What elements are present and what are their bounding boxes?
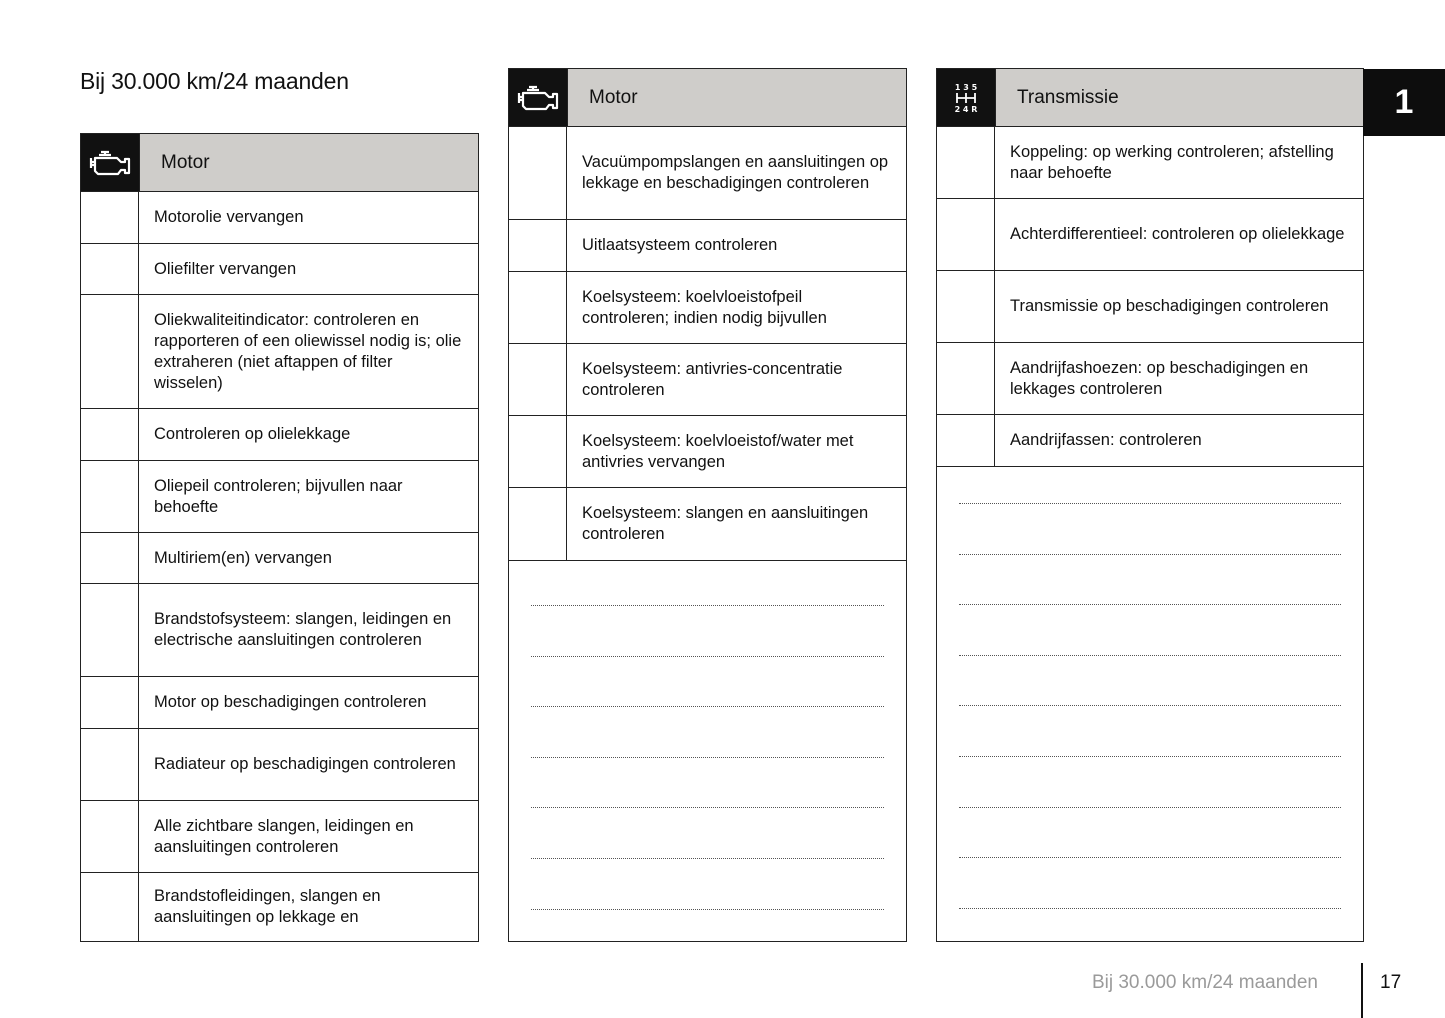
row-text: Koelsysteem: antivries-concentratie controleren <box>582 359 843 399</box>
row-text: Oliepeil controleren; bijvullen naar behoefte <box>154 476 403 516</box>
footer-divider <box>1361 963 1363 1018</box>
checkbox-cell[interactable] <box>81 533 139 583</box>
checkbox-cell[interactable] <box>509 416 567 487</box>
note-line <box>531 858 884 859</box>
table-row <box>509 220 906 272</box>
maintenance-table-motor-middle <box>508 68 907 942</box>
note-line <box>959 554 1341 555</box>
engine-icon <box>81 134 139 191</box>
table-header-title: Transmissie <box>995 69 1363 126</box>
engine-icon <box>509 69 567 126</box>
table-row <box>81 244 478 295</box>
table-row <box>937 343 1363 415</box>
maintenance-table-motor-left <box>80 133 479 942</box>
row-text: Aandrijfashoezen: op beschadigingen en lekkages controleren <box>1010 358 1309 398</box>
checkbox-cell[interactable] <box>81 244 139 294</box>
table-row <box>81 873 478 941</box>
checkbox-cell[interactable] <box>937 415 995 466</box>
table-row <box>81 801 478 873</box>
checkbox-cell[interactable] <box>509 272 567 343</box>
note-line <box>531 909 884 910</box>
gear-label-top: 1 3 5 <box>954 82 978 92</box>
row-text: Koelsysteem: slangen en aansluitingen controleren <box>582 504 869 543</box>
table-row <box>509 344 906 416</box>
gear-label-bottom: 2 4 R <box>954 104 978 114</box>
page-title: Bij 30.000 km/24 maanden <box>80 68 349 94</box>
table-row <box>937 199 1363 271</box>
note-line <box>959 705 1341 706</box>
note-line <box>531 757 884 758</box>
note-line <box>959 807 1341 808</box>
table-row <box>81 677 478 729</box>
table-header <box>81 134 478 192</box>
table-header-title: Motor <box>139 134 478 191</box>
table-row <box>937 127 1363 199</box>
row-text: Oliefilter vervangen <box>154 259 297 278</box>
row-text: Radiateur op beschadigingen controleren <box>154 755 456 773</box>
maintenance-table-transmissie <box>936 68 1364 942</box>
checkbox-cell[interactable] <box>81 584 139 676</box>
table-row <box>81 461 478 533</box>
table-row <box>81 729 478 801</box>
table-row <box>937 271 1363 343</box>
gearshift-icon <box>937 69 995 126</box>
note-line <box>531 605 884 606</box>
notes-area[interactable] <box>509 561 906 941</box>
row-text: Vacuümpompslangen en aansluitingen op lekkage en beschadigingen controleren <box>582 153 889 192</box>
table-header <box>509 69 906 127</box>
notes-area[interactable] <box>937 467 1363 939</box>
row-text: Uitlaatsysteem controleren <box>582 236 778 254</box>
table-header <box>937 69 1363 127</box>
checkbox-cell[interactable] <box>81 192 139 243</box>
note-line <box>531 706 884 707</box>
table-header-title: Motor <box>567 69 906 126</box>
footer-title: Bij 30.000 km/24 maanden <box>1091 972 1318 993</box>
row-text: Aandrijfassen: controleren <box>1010 431 1202 449</box>
note-line <box>959 503 1341 504</box>
checkbox-cell[interactable] <box>81 873 139 941</box>
table-row <box>509 272 906 344</box>
row-text: Achterdifferentieel: controleren op olielekkage <box>1010 225 1345 243</box>
checkbox-cell[interactable] <box>81 677 139 728</box>
row-text: Koelsysteem: koelvloeistofpeil controleren; indien nodig bijvullen <box>582 287 827 327</box>
table-row <box>509 127 906 220</box>
row-text: Transmissie op beschadigingen controleren <box>1010 297 1329 315</box>
checkbox-cell[interactable] <box>937 271 995 342</box>
note-line <box>959 756 1341 757</box>
row-text: Oliekwaliteitindicator: controleren en rapporteren of een oliewissel nodig is; olie extraheren (niet aftappen of filter wisselen) <box>154 310 462 392</box>
table-row <box>81 533 478 584</box>
checkbox-cell[interactable] <box>81 801 139 872</box>
note-line <box>531 656 884 657</box>
row-text: Brandstofleidingen, slangen en aansluitingen op lekkage en <box>154 887 381 926</box>
row-text: Motorolie vervangen <box>154 208 304 226</box>
checkbox-cell[interactable] <box>81 461 139 532</box>
checkbox-cell[interactable] <box>81 409 139 460</box>
checkbox-cell[interactable] <box>81 729 139 800</box>
checkbox-cell[interactable] <box>509 127 567 219</box>
row-text: Controleren op olielekkage <box>154 425 351 443</box>
row-text: Koppeling: op werking controleren; afstelling naar behoefte <box>1010 142 1334 182</box>
checkbox-cell[interactable] <box>937 199 995 270</box>
checkbox-cell[interactable] <box>509 220 567 271</box>
row-text: Alle zichtbare slangen, leidingen en aansluitingen controleren <box>154 816 414 856</box>
page-number: 17 <box>1380 972 1402 993</box>
row-text: Multiriem(en) vervangen <box>154 548 332 567</box>
row-text: Motor op beschadigingen controleren <box>154 693 427 711</box>
table-row <box>81 409 478 461</box>
table-row <box>81 295 478 409</box>
note-line <box>531 807 884 808</box>
checkbox-cell[interactable] <box>509 488 567 560</box>
checkbox-cell[interactable] <box>509 344 567 415</box>
row-text: Brandstofsysteem: slangen, leidingen en electrische aansluitingen controleren <box>154 610 452 649</box>
table-row <box>509 416 906 488</box>
chapter-tab: 1 <box>1363 69 1445 136</box>
checkbox-cell[interactable] <box>937 343 995 414</box>
table-row <box>81 584 478 677</box>
table-row <box>937 415 1363 467</box>
note-line <box>959 604 1341 605</box>
table-row <box>509 488 906 561</box>
table-row <box>81 192 478 244</box>
note-line <box>959 857 1341 858</box>
checkbox-cell[interactable] <box>81 295 139 408</box>
checkbox-cell[interactable] <box>937 127 995 198</box>
note-line <box>959 908 1341 909</box>
note-line <box>959 655 1341 656</box>
row-text: Koelsysteem: koelvloeistof/water met antivries vervangen <box>582 431 854 471</box>
